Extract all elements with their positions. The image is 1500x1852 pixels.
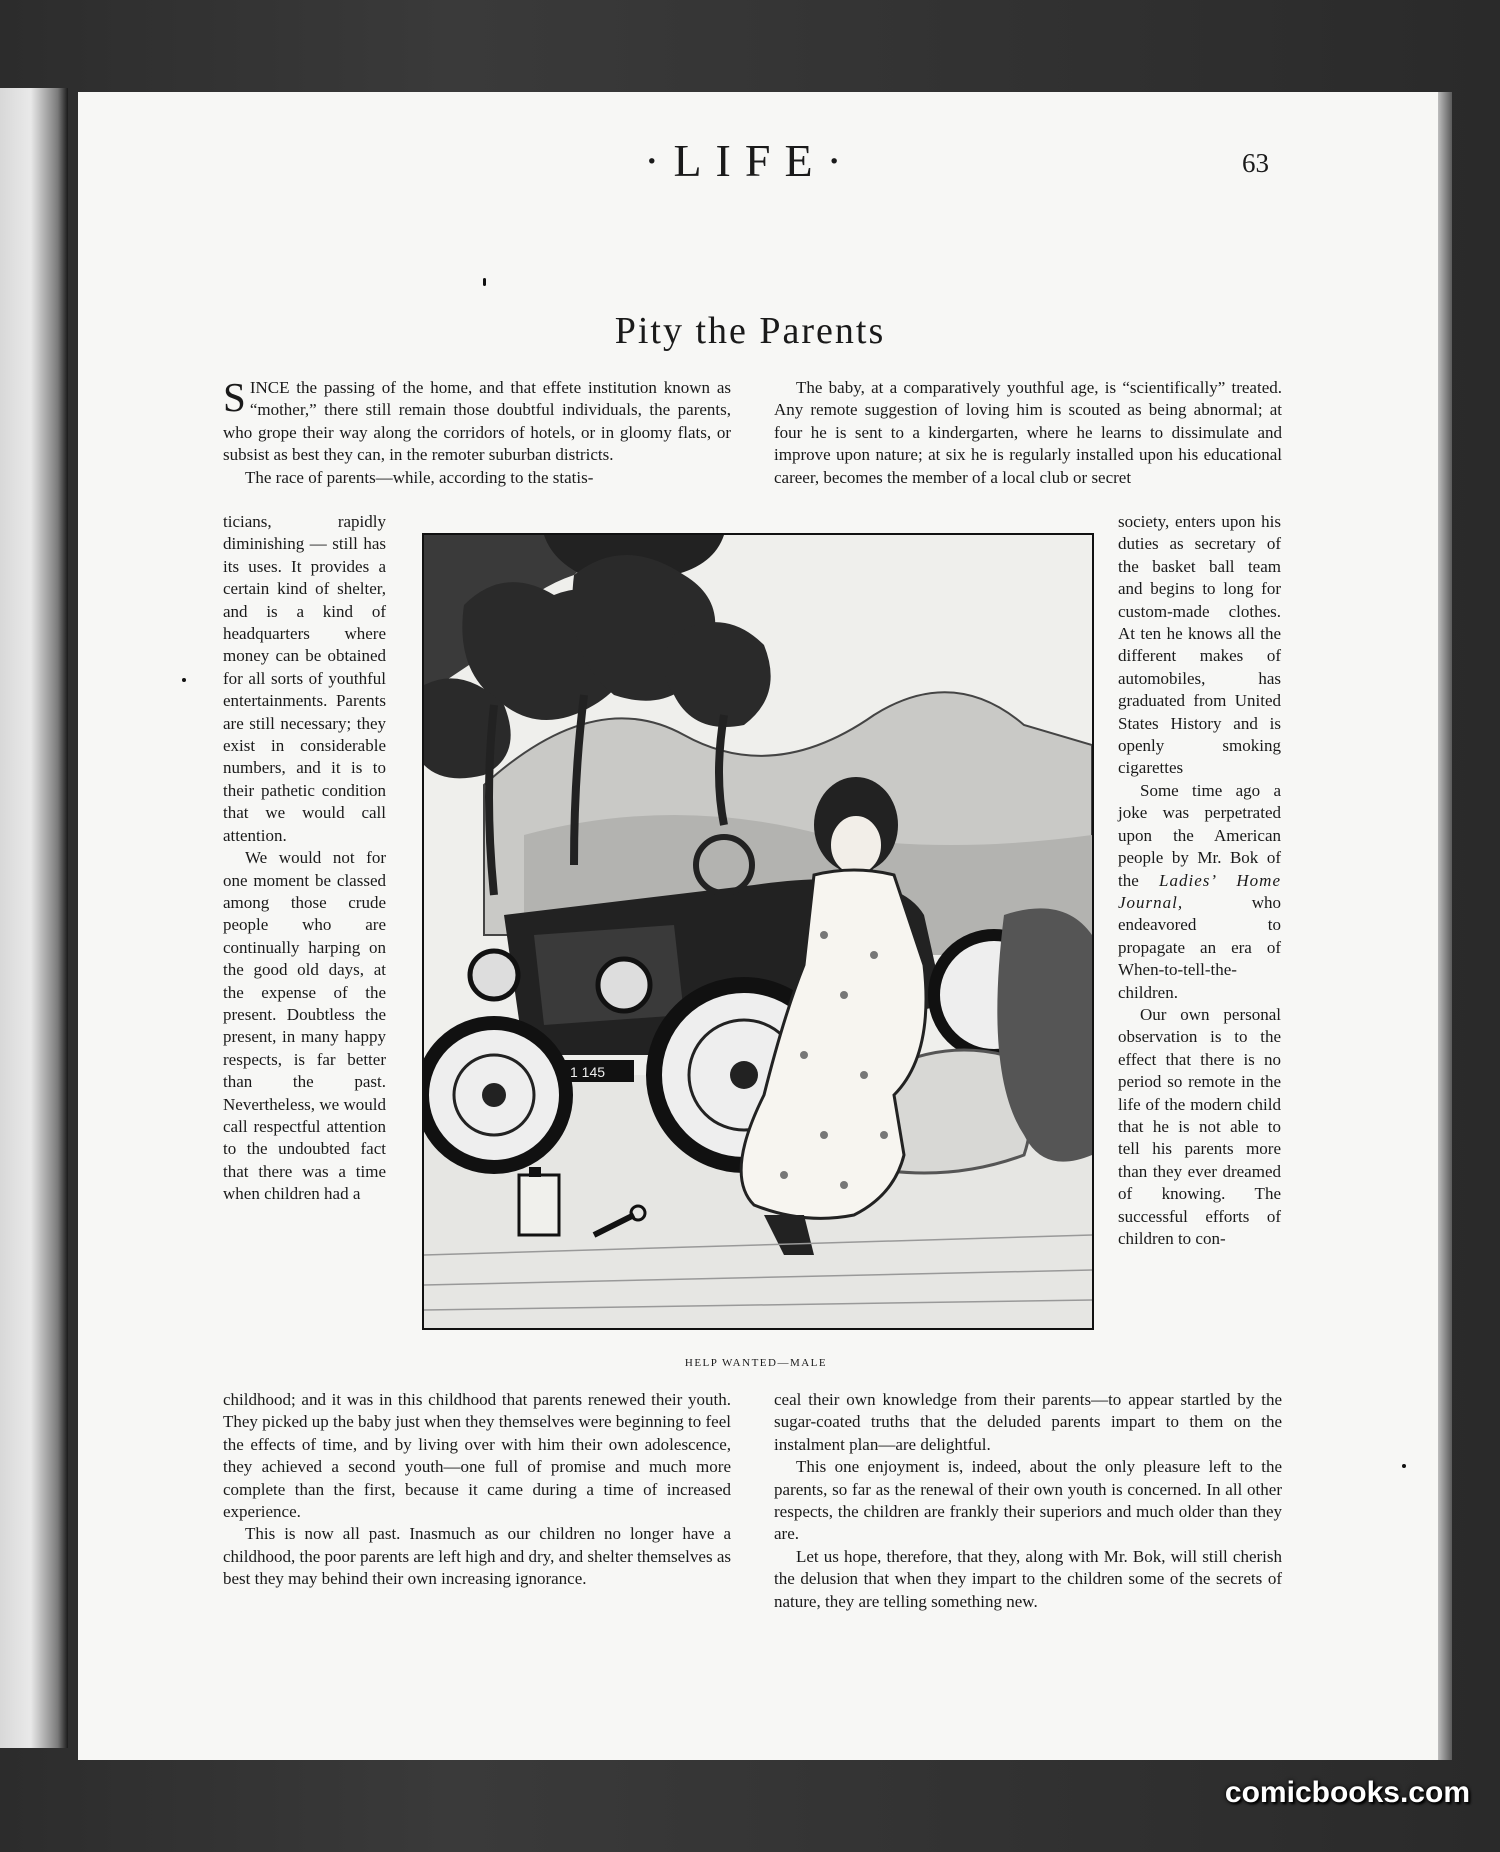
paragraph-text: ticians, rapidly diminishing — still has its uses. It provides a certain kind of shelter, and is a kind of headquarters where money can be obtained for all sorts of youthful entertainments. Parents are still necessary; they exist in considerable numbers, and it is to their pathetic condition that we would call attention. bbox=[223, 512, 386, 845]
masthead: ·LIFE· bbox=[644, 135, 856, 186]
illustration bbox=[422, 533, 1094, 1330]
paragraph-text: The baby, at a comparatively youthful age, is “scientifically” treated. Any remote suggestion of loving him is scouted as being abnormal; at four he is sent to a kindergarten, where he learns to dissimulate and improve upon nature; at six he is regularly installed upon his educational career, becomes the member of a local club or secret bbox=[774, 378, 1282, 487]
license-plate: 1 145 bbox=[570, 1064, 606, 1080]
paragraph-text: INCE the passing of the home, and that effete institution known as “mother,” there still remain those doubtful individuals, the parents, who grope their way along the corridors of hotels, or in gloomy flats, or subsist as best they can, in the remoter suburban districts. bbox=[223, 378, 731, 465]
opening-paragraph bbox=[223, 374, 731, 467]
scan-speck bbox=[483, 278, 486, 286]
site-watermark: comicbooks.com bbox=[1224, 1776, 1470, 1809]
woman-with-automobile-drawing bbox=[424, 535, 1092, 1328]
right-column-wrap bbox=[1118, 511, 1281, 1250]
page-number: 63 bbox=[1242, 148, 1269, 178]
illustration-caption: HELP WANTED—MALE bbox=[684, 1357, 828, 1369]
paragraph-text: who endeavored to propagate an era of When-to-tell-the-children. bbox=[1118, 892, 1281, 1002]
paragraph-text: We would not for one moment be classed among those crude people who are continually harping on the good old days, at the expense of the present. Doubtless the present, in many happy respects, is far better than the past. Nevertheless, we would call respectful attention to the undoubted fact that there was a time when children had a bbox=[223, 848, 386, 1204]
left-column-wrap bbox=[223, 511, 386, 1206]
paragraph-text: Let us hope, therefore, that they, along with Mr. Bok, will still cherish the delusion that when they impart to the children some of the secrets of nature, they are telling something new. bbox=[774, 1546, 1282, 1611]
drop-cap: S bbox=[223, 374, 246, 420]
scan-speck bbox=[182, 678, 186, 682]
paragraph-text: This one enjoyment is, indeed, about the only pleasure left to the parents, so far as the renewal of their own youth is concerned. In all other respects, the children are frankly their superiors and much older than they are. bbox=[774, 1457, 1282, 1544]
left-column-bottom bbox=[223, 1389, 731, 1591]
scan-speck bbox=[1402, 1464, 1406, 1468]
paragraph-text: The race of parents—while, according to the statis- bbox=[245, 467, 594, 487]
right-column-bottom bbox=[774, 1389, 1282, 1613]
article-title: Pity the Parents bbox=[614, 310, 886, 352]
paragraph-text: This is now all past. Inasmuch as our children no longer have a childhood, the poor parents are left high and dry, and shelter themselves as best they may behind their own increasing ignorance. bbox=[223, 1524, 731, 1589]
magazine-name: Ladies’ Home Journal, bbox=[1118, 870, 1281, 912]
left-column-top bbox=[223, 374, 731, 489]
paragraph-with-italic bbox=[1118, 780, 1281, 1004]
paragraph-text: society, enters upon his duties as secretary of the basket ball team and begins to long for custom-made clothes. At ten he knows all the different makes of automobiles, has graduated from United States History and is openly smoking cigarettes bbox=[1118, 512, 1281, 778]
paragraph-text: childhood; and it was in this childhood that parents renewed their youth. They picked up the baby just when they themselves were beginning to feel the effects of time, and by living over with him their own adolescence, they achieved a second youth—one full of promise and much more complete than the first, because it came during a time of increased experience. bbox=[223, 1390, 731, 1522]
paragraph-text: Some time ago a joke was perpetrated upon the American people by Mr. Bok of the bbox=[1118, 780, 1281, 890]
paragraph-text: ceal their own knowledge from their parents—to appear startled by the sugar-coated truths that the deluded parents impart to them on the instalment plan—are delightful. bbox=[774, 1390, 1282, 1454]
paragraph-text: Our own personal observation is to the effect that there is no period so remote in the life of the modern child that he is not able to tell his parents more than they ever dreamed of knowing. The successful efforts of children to con- bbox=[1118, 1004, 1281, 1248]
right-column-top bbox=[774, 377, 1282, 489]
